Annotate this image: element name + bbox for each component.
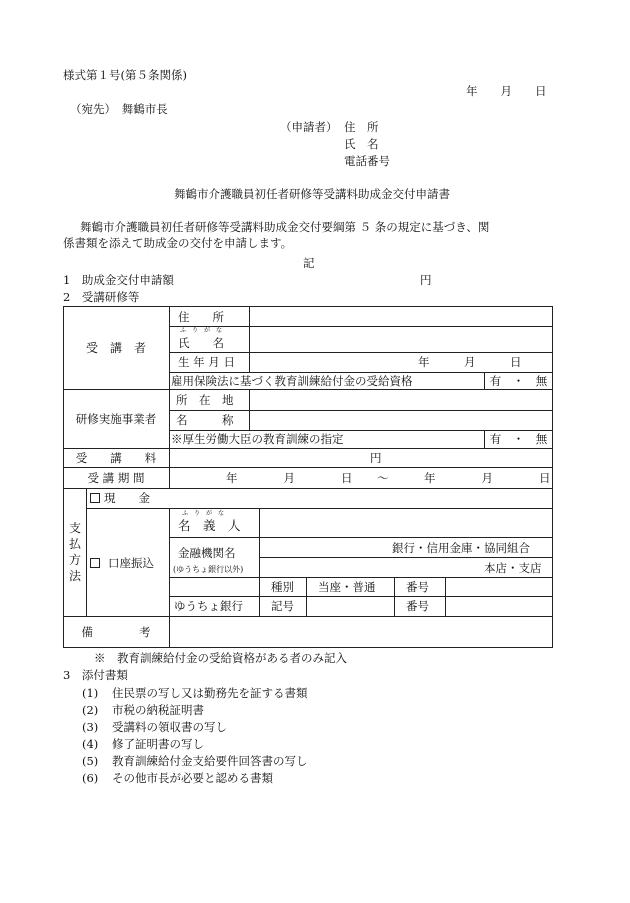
period-label: 受 講 期 間 bbox=[87, 471, 145, 485]
bank-types: 銀行・信用金庫・協同組合 bbox=[392, 541, 530, 555]
doc-3-no: (3) bbox=[82, 720, 99, 734]
trainee-name-label: 氏 名 bbox=[178, 336, 224, 350]
provider-location-label: 所 在 地 bbox=[176, 393, 234, 407]
doc-2-text: 市税の納税証明書 bbox=[112, 703, 204, 717]
provider-designation-choice[interactable]: 有 ・ 無 bbox=[489, 432, 548, 446]
doc-5-no: (5) bbox=[82, 754, 99, 768]
doc-5-text: 教育訓練給付金支給要件回答書の写し bbox=[112, 754, 308, 768]
payment-cash-option[interactable]: 現 金 bbox=[90, 491, 150, 505]
yucho-number-label: 番号 bbox=[406, 599, 429, 613]
provider-group-label: 研修実施事業者 bbox=[75, 412, 157, 426]
applicant-address-label: 住 所 bbox=[344, 120, 379, 134]
body-line-2: 係書類を添えて助成金の交付を申請します。 bbox=[63, 236, 293, 250]
period-end: 年 月 日 bbox=[424, 471, 551, 485]
applicant-phone-label: 電話番号 bbox=[344, 154, 390, 168]
item1-yen: 円 bbox=[420, 273, 432, 287]
doc-3-text: 受講料の領収書の写し bbox=[112, 720, 227, 734]
yucho-bank-label: ゆうちょ銀行 bbox=[174, 599, 243, 613]
account-kind-value[interactable]: 当座・普通 bbox=[318, 580, 376, 594]
payment-transfer-option[interactable]: 口座振込 bbox=[90, 556, 154, 570]
account-number-label: 番号 bbox=[406, 580, 429, 594]
bank-name-note: (ゆうちょ銀行以外) bbox=[173, 565, 244, 574]
provider-name-label: 名 称 bbox=[176, 413, 234, 427]
addressee: （宛先） 舞鶴市長 bbox=[70, 102, 168, 116]
account-kind-label: 種別 bbox=[271, 580, 294, 594]
period-start: 年 月 日 bbox=[226, 471, 353, 485]
period-separator: 〜 bbox=[377, 471, 389, 485]
cash-checkbox[interactable] bbox=[90, 493, 100, 503]
transfer-checkbox[interactable] bbox=[90, 558, 100, 568]
insurance-eligibility-label: 雇用保険法に基づく教育訓練給付金の受給資格 bbox=[171, 374, 413, 388]
applicant-label: （申請者） bbox=[280, 120, 338, 134]
trainee-dob-value: 年 月 日 bbox=[418, 355, 522, 369]
item3-label: 3 添付書類 bbox=[63, 668, 128, 682]
provider-designation-label: ※厚生労働大臣の教育訓練の指定 bbox=[171, 432, 344, 446]
doc-1-text: 住民票の写し又は勤務先を証する書類 bbox=[112, 686, 308, 700]
doc-2-no: (2) bbox=[82, 703, 99, 717]
document-title: 舞鶴市介護職員初任者研修等受講料助成金交付申請書 bbox=[174, 187, 450, 201]
ki-mark: 記 bbox=[303, 256, 315, 270]
branch-types: 本店・支店 bbox=[484, 561, 542, 575]
footnote: ※ 教育訓練給付金の受給資格がある者のみ記入 bbox=[94, 651, 347, 665]
bank-name-label: 金融機関名 bbox=[178, 546, 236, 560]
insurance-eligibility-choice[interactable]: 有 ・ 無 bbox=[489, 374, 548, 388]
remarks-label: 備 考 bbox=[81, 625, 151, 639]
trainee-furigana: ふ り が な bbox=[180, 327, 223, 334]
fee-label: 受 講 料 bbox=[75, 451, 157, 465]
payment-method-label: 支 払 方 法 bbox=[68, 521, 81, 583]
doc-6-no: (6) bbox=[82, 771, 99, 785]
doc-4-text: 修了証明書の写し bbox=[112, 737, 204, 751]
trainee-dob-label: 生 年 月 日 bbox=[178, 355, 235, 369]
date-line: 年 月 日 bbox=[466, 84, 547, 98]
yucho-symbol-label: 記号 bbox=[271, 599, 294, 613]
trainee-address-label: 住 所 bbox=[178, 310, 224, 324]
account-holder-label: 名 義 人 bbox=[178, 518, 241, 533]
doc-4-no: (4) bbox=[82, 737, 99, 751]
doc-6-text: その他市長が必要と認める書類 bbox=[112, 771, 273, 785]
form-number: 様式第１号(第５条関係) bbox=[63, 68, 187, 82]
trainee-group-label: 受 講 者 bbox=[85, 341, 146, 355]
holder-furigana: ふ り が な bbox=[182, 510, 225, 517]
item1-label: 1 助成金交付申請額 bbox=[63, 273, 174, 287]
body-line-1: 舞鶴市介護職員初任者研修等受講料助成金交付要綱第 ５ 条の規定に基づき、関 bbox=[80, 220, 490, 234]
fee-yen: 円 bbox=[370, 451, 382, 465]
item2-label: 2 受講研修等 bbox=[63, 290, 140, 304]
doc-1-no: (1) bbox=[82, 686, 99, 700]
applicant-name-label: 氏 名 bbox=[344, 137, 379, 151]
